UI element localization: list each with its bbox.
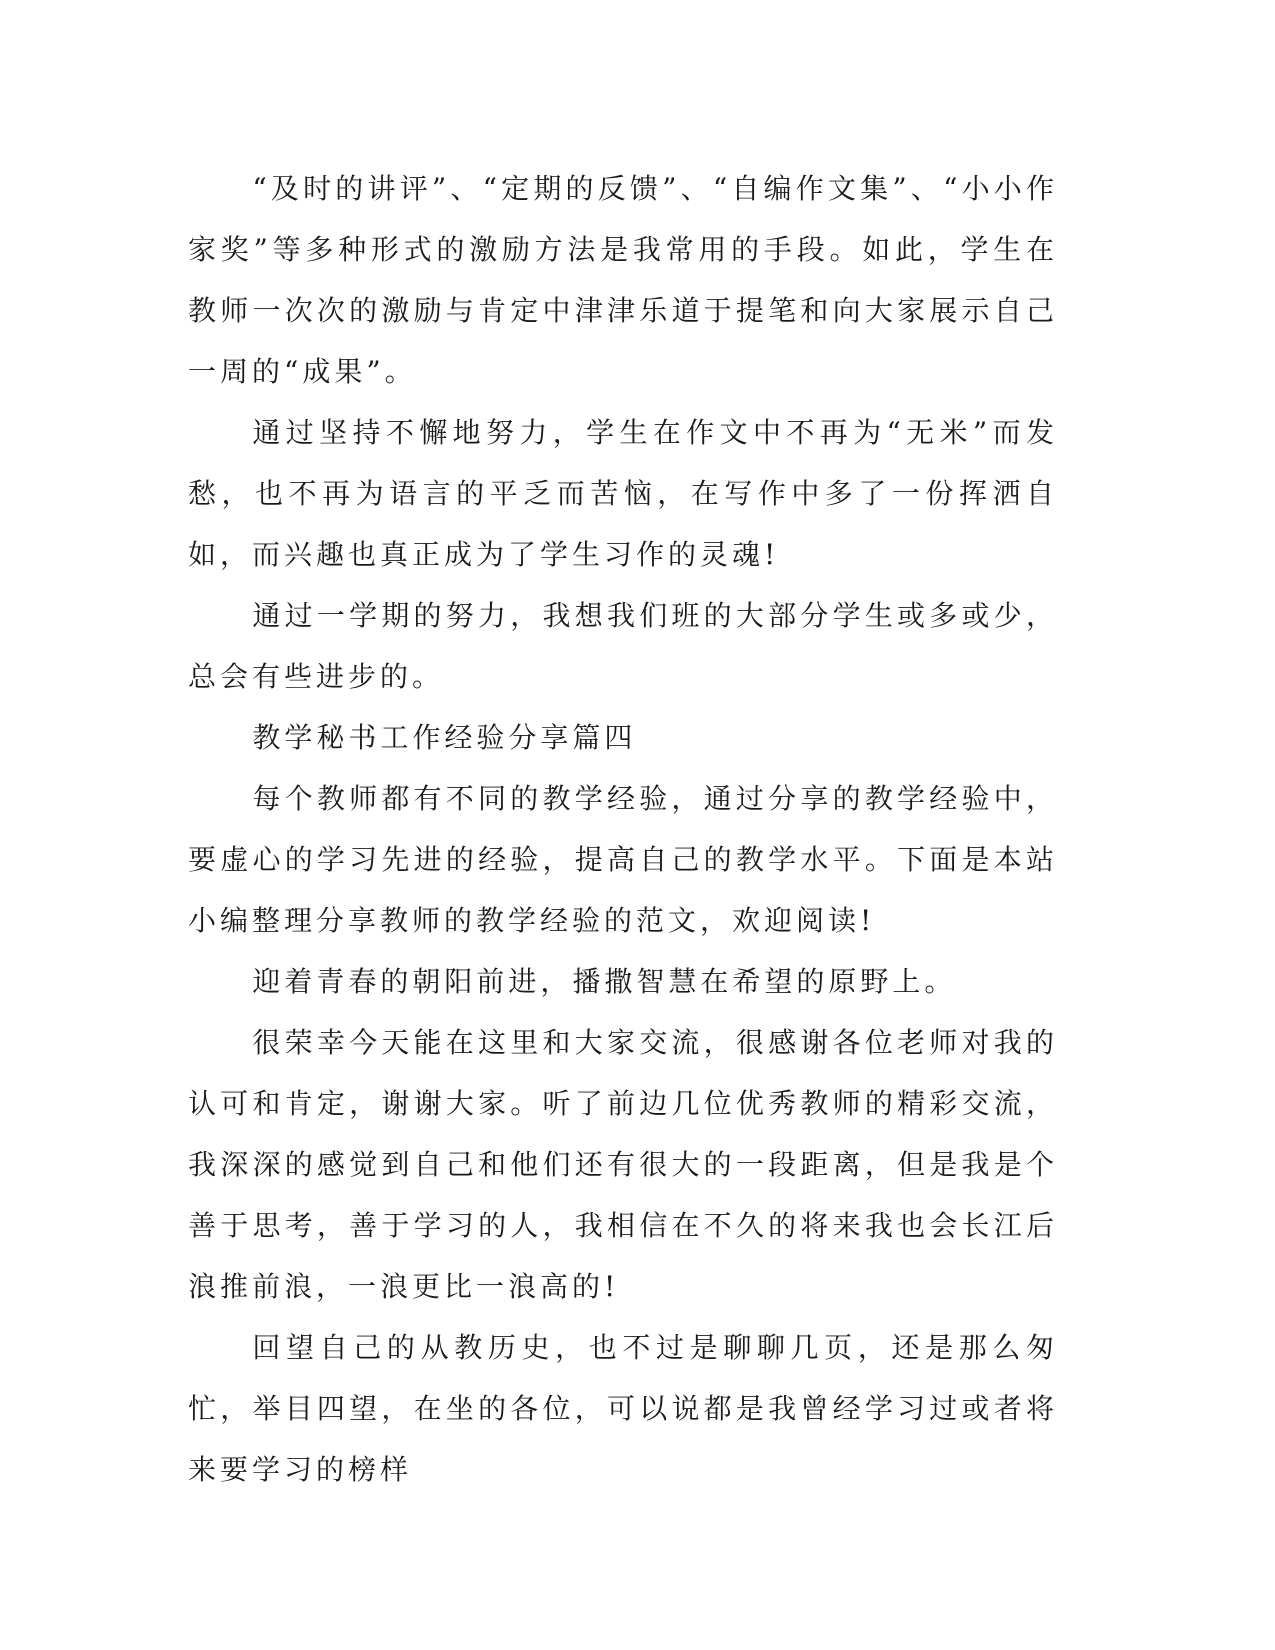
paragraph-writing-progress: 通过坚持不懈地努力，学生在作文中不再为“无米”而发愁，也不再为语言的平乏而苦恼，在写作中多了一份挥洒自如，而兴趣也真正成为了学生习作的灵魂! xyxy=(188,416,1058,571)
document-body xyxy=(188,158,1058,1500)
paragraph-teaching-history: 回望自己的从教历史，也不过是聊聊几页，还是那么匆忙，举目四望，在坐的各位，可以说都是我曾经学习过或者将来要学习的榜样 xyxy=(188,1331,1058,1486)
paragraph-teaching-experience-intro: 每个教师都有不同的教学经验，通过分享的教学经验中，要虚心的学习先进的经验，提高自己的教学水平。下面是本站小编整理分享教师的教学经验的范文，欢迎阅读! xyxy=(188,782,1058,937)
paragraph-incentive-methods: “及时的讲评”、“定期的反馈”、“自编作文集”、“小小作家奖”等多种形式的激励方法是我常用的手段。如此，学生在教师一次次的激励与肯定中津津乐道于提笔和向大家展示自己一周的“成果”。 xyxy=(188,172,1058,388)
paragraph-youth-morning: 迎着青春的朝阳前进，播撒智慧在希望的原野上。 xyxy=(252,965,957,998)
paragraph-semester-effort: 通过一学期的努力，我想我们班的大部分学生或多或少，总会有些进步的。 xyxy=(188,599,1058,693)
section-title: 教学秘书工作经验分享篇四 xyxy=(252,721,637,754)
paragraph-gratitude: 很荣幸今天能在这里和大家交流，很感谢各位老师对我的认可和肯定，谢谢大家。听了前边几位优秀教师的精彩交流，我深深的感觉到自己和他们还有很大的一段距离，但是我是个善于思考，善于学习的人，我相信在不久的将来我也会长江后浪推前浪，一浪更比一浪高的! xyxy=(188,1026,1058,1303)
